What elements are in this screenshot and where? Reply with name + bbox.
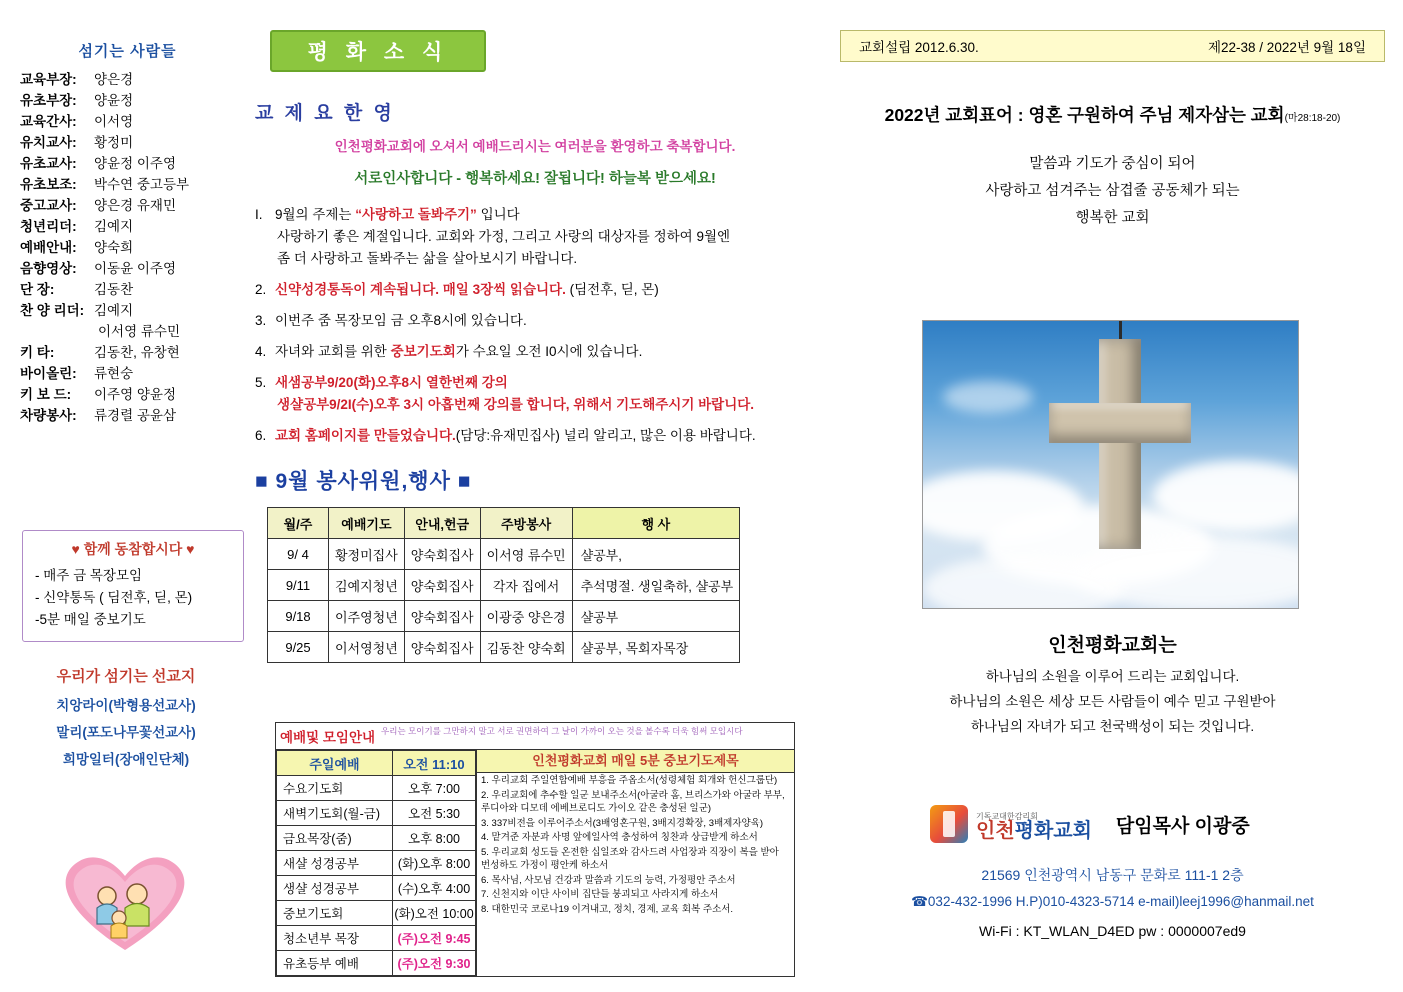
notice-text: 중보기도회 bbox=[390, 344, 456, 359]
servant-row bbox=[20, 90, 235, 111]
sched-cell: 이서영청년 bbox=[329, 632, 405, 663]
servant-name: 김동찬, 유창현 bbox=[94, 345, 180, 360]
servant-row bbox=[20, 384, 235, 405]
notice-text: (딤전후, 딛, 몬) bbox=[565, 282, 659, 297]
logo-church-name: 평화교회 bbox=[1014, 820, 1092, 842]
sched-cell: 추석명절. 생일축하, 샬공부 bbox=[572, 570, 740, 601]
wifi-info: Wi-Fi : KT_WLAN_D4ED pw : 0000007ed9 bbox=[979, 923, 1246, 939]
notice-line bbox=[255, 341, 815, 363]
september-service-title: ■ 9월 봉사위원,행사 ■ bbox=[255, 470, 472, 493]
church-logo-icon bbox=[930, 805, 968, 843]
notice-line bbox=[255, 279, 815, 301]
bulletin-banner: 평 화 소 식 bbox=[270, 30, 486, 72]
sched-header: 월/주 bbox=[268, 508, 329, 539]
mission-item: 치앙라이(박형용선교사) bbox=[56, 698, 196, 713]
servant-row bbox=[20, 132, 235, 153]
worship-name: 수요기도회 bbox=[277, 776, 393, 801]
notice-text: 입니다 bbox=[476, 207, 520, 222]
notice-line bbox=[255, 372, 815, 394]
worship-row bbox=[277, 776, 476, 801]
church-contact: ☎032-432-1996 H.P)010-4323-5714 e-mail)leej1996@hanmail.net bbox=[911, 894, 1314, 909]
prayer-title: 인천평화교회 매일 5분 중보기도제목 bbox=[477, 750, 794, 773]
servant-name: 류경렬 공윤삼 bbox=[94, 408, 176, 423]
sched-cell: 황정미집사 bbox=[329, 539, 405, 570]
join-list bbox=[29, 565, 237, 631]
prayer-item: 8. 대한민국 코로나19 이겨내고, 정치, 경제, 교육 회복 주소서. bbox=[481, 903, 734, 915]
servant-role: 교육부장: bbox=[20, 72, 77, 87]
notice-item bbox=[255, 279, 815, 301]
notice-item bbox=[255, 425, 815, 447]
worship-row bbox=[277, 951, 476, 976]
year-motto bbox=[840, 102, 1385, 127]
notice-item bbox=[255, 310, 815, 332]
notice-text: 가 수요일 오전 I0시에 있습니다. bbox=[455, 344, 643, 359]
servant-name: 김예지 bbox=[94, 219, 134, 234]
join-item: -5분 매일 중보기도 bbox=[35, 612, 146, 627]
servant-row bbox=[20, 111, 235, 132]
servant-role: 키 타: bbox=[20, 345, 55, 360]
worship-col-sunday: 주일예배 bbox=[277, 751, 393, 776]
sched-cell: 9/18 bbox=[268, 601, 329, 632]
servant-name: 황정미 bbox=[94, 135, 134, 150]
sched-cell: 9/25 bbox=[268, 632, 329, 663]
servant-row bbox=[20, 195, 235, 216]
notice-text: 좀 더 사랑하고 돌봐주는 삶을 살아보시기 바랍니다. bbox=[277, 251, 578, 266]
church-desc-line: 하나님의 소원을 이루어 드리는 교회입니다. bbox=[985, 669, 1240, 684]
servants-list bbox=[20, 69, 235, 426]
sched-cell: 이주영청년 bbox=[329, 601, 405, 632]
year-motto-text: 2022년 교회표어 : 영혼 구원하여 주님 제자삼는 교회 bbox=[884, 105, 1285, 125]
servant-row bbox=[20, 69, 235, 90]
notice-text: 자녀와 교회를 위한 bbox=[275, 344, 391, 359]
worship-time: 오후 7:00 bbox=[393, 776, 476, 801]
notice-line bbox=[255, 310, 815, 332]
sched-cell: 김동찬 양숙회 bbox=[480, 632, 572, 663]
greeting-title: 교 제 요 한 영 bbox=[255, 103, 395, 124]
notice-number: 6. bbox=[255, 428, 267, 443]
sched-cell: 김예지청년 bbox=[329, 570, 405, 601]
sched-cell: 샬공부, bbox=[572, 539, 740, 570]
greeting-exchange: 서로인사합니다 - 행복하세요! 잘됩니다! 하늘복 받으세요! bbox=[354, 171, 716, 187]
join-item: - 매주 금 목장모임 bbox=[35, 568, 143, 583]
worship-col-time: 오전 11:10 bbox=[393, 751, 476, 776]
servants-section bbox=[20, 40, 235, 426]
worship-name: 새샬 성경공부 bbox=[277, 851, 393, 876]
notice-line bbox=[255, 425, 815, 447]
table-row bbox=[268, 570, 740, 601]
notice-item bbox=[255, 372, 815, 416]
servant-name: 양은경 유재민 bbox=[94, 198, 176, 213]
notice-text: 새샘공부9/20(화)오후8시 열한번째 강의 bbox=[275, 375, 508, 390]
church-address: 21569 인천광역시 남동구 문화로 111-1 2층 bbox=[981, 867, 1244, 883]
prayer-item: 3. 337비전을 이루어주소서(3배영혼구원, 3배지경확장, 3배제자양육) bbox=[481, 817, 764, 829]
worship-row bbox=[277, 901, 476, 926]
sched-cell: 양숙회집사 bbox=[404, 539, 480, 570]
servant-role: 유초보조: bbox=[20, 177, 77, 192]
notice-number: 5. bbox=[255, 375, 267, 390]
prayer-item: 4. 맡겨준 자분과 사명 앞에일사역 충성하여 칭찬과 상급받게 하소서 bbox=[481, 832, 758, 843]
center-column bbox=[255, 30, 815, 663]
servants-title: 섬기는 사람들 bbox=[78, 43, 177, 60]
family-heart-illustration bbox=[45, 838, 205, 958]
notice-text: (담당:유재민집사) 널리 알리고, 많은 이용 바랍니다. bbox=[455, 428, 756, 443]
sched-cell: 샬공부, 목회자목장 bbox=[572, 632, 740, 663]
worship-note: 우리는 모이기를 그만하지 말고 서로 권면하여 그 날이 가까이 오는 것을 볼수록 더욱 힘써 모입시다 bbox=[381, 726, 743, 736]
church-logo-row bbox=[930, 805, 1250, 843]
prayer-item: 1. 우리교회 주일연합예배 부흥을 주옵소서(성령체험 회개와 헌신그룹단) bbox=[481, 775, 778, 786]
servant-role: 유초교사: bbox=[20, 156, 77, 171]
year-motto-ref: (마28:18-20) bbox=[1284, 113, 1341, 124]
notice-text: 생샬공부9/2I(수)오후 3시 아홉번째 강의를 합니다, 위해서 기도해주시기 바랍니다. bbox=[277, 397, 755, 412]
sched-header: 예배기도 bbox=[329, 508, 405, 539]
servant-row bbox=[20, 321, 235, 342]
motto-line: 사랑하고 섬겨주는 삼겹줄 공동체가 되는 bbox=[985, 183, 1240, 199]
servant-role: 찬 양 리더: bbox=[20, 303, 85, 318]
worship-time: 오후 8:00 bbox=[393, 826, 476, 851]
servant-row bbox=[20, 258, 235, 279]
servant-row bbox=[20, 279, 235, 300]
notice-text: 이번주 줌 목장모임 금 오후8시에 있습니다. bbox=[275, 313, 527, 328]
join-box bbox=[22, 530, 244, 642]
worship-title: 예배및 모임안내 bbox=[280, 730, 376, 745]
church-desc-line: 하나님의 자녀가 되고 천국백성이 되는 것입니다. bbox=[970, 719, 1255, 734]
mission-item: 말리(포도나무꽃선교사) bbox=[56, 725, 196, 740]
servant-role: 유치교사: bbox=[20, 135, 77, 150]
church-desc-line: 하나님의 소원은 세상 모든 사람들이 예수 믿고 구원받아 bbox=[949, 694, 1276, 709]
servant-role: 키 보 드: bbox=[20, 387, 72, 402]
church-intro-desc bbox=[840, 664, 1385, 739]
worship-time: (주)오전 9:45 bbox=[393, 926, 476, 951]
denomination-label: 기독교대한감리회 bbox=[976, 812, 1038, 821]
worship-time: (화)오후 8:00 bbox=[393, 851, 476, 876]
issue-number: 제22-38 / 2022년 9월 18일 bbox=[1207, 40, 1366, 55]
church-intro-title: 인천평화교회는 bbox=[1048, 635, 1177, 656]
worship-times-table bbox=[276, 750, 476, 976]
servant-row bbox=[20, 216, 235, 237]
notice-number: I. bbox=[255, 207, 263, 222]
servant-row bbox=[20, 153, 235, 174]
sched-cell: 양숙회집사 bbox=[404, 601, 480, 632]
right-column bbox=[840, 30, 1385, 939]
notice-text: 사랑하기 좋은 계절입니다. 교회와 가정, 그리고 사랑의 대상자를 정하여 9월엔 bbox=[277, 229, 731, 244]
sched-cell: 이광중 양은경 bbox=[480, 601, 572, 632]
servant-role: 차량봉사: bbox=[20, 408, 77, 423]
servant-role: 단 장: bbox=[20, 282, 55, 297]
header-bar bbox=[840, 30, 1385, 62]
worship-row bbox=[277, 851, 476, 876]
sched-cell: 각자 집에서 bbox=[480, 570, 572, 601]
worship-name: 중보기도회 bbox=[277, 901, 393, 926]
servant-name: 이서영 bbox=[94, 114, 134, 129]
servant-role: 예배안내: bbox=[20, 240, 77, 255]
worship-name: 청소년부 목장 bbox=[277, 926, 393, 951]
notice-line bbox=[255, 204, 815, 226]
servant-role: 청년리더: bbox=[20, 219, 77, 234]
prayer-item: 6. 목사님, 사모님 건강과 말씀과 기도의 능력, 가정평안 주소서 bbox=[481, 874, 736, 886]
servant-role: 유초부장: bbox=[20, 93, 77, 108]
worship-row bbox=[277, 926, 476, 951]
servant-name: 이서영 류수민 bbox=[98, 324, 180, 339]
servant-name: 박수연 중고등부 bbox=[94, 177, 190, 192]
motto-line: 행복한 교회 bbox=[1075, 210, 1150, 226]
notice-line bbox=[255, 248, 815, 270]
mission-title: 우리가 섬기는 선교지 bbox=[56, 668, 196, 685]
table-row bbox=[268, 632, 740, 663]
pastor-name: 담임목사 이광중 bbox=[1115, 815, 1250, 837]
servant-role: 음향영상: bbox=[20, 261, 77, 276]
worship-time: (주)오전 9:30 bbox=[393, 951, 476, 976]
sched-header: 행 사 bbox=[572, 508, 740, 539]
mission-item: 희망일터(장애인단체) bbox=[62, 752, 190, 767]
worship-schedule-box bbox=[275, 722, 795, 977]
sched-cell: 샬공부 bbox=[572, 601, 740, 632]
servant-role: 중고교사: bbox=[20, 198, 77, 213]
motto-subtext bbox=[840, 151, 1385, 232]
notice-item bbox=[255, 204, 815, 270]
sched-cell: 양숙회집사 bbox=[404, 632, 480, 663]
worship-time: 오전 5:30 bbox=[393, 801, 476, 826]
servant-name: 이주영 양윤정 bbox=[94, 387, 176, 402]
servant-row bbox=[20, 174, 235, 195]
notice-text: 교회 홈페이지를 만들었습니다. bbox=[275, 428, 456, 443]
join-title: ♥ 함께 동참합시다 ♥ bbox=[71, 541, 195, 557]
sched-cell: 양숙회집사 bbox=[404, 570, 480, 601]
servant-name: 양윤정 bbox=[94, 93, 134, 108]
worship-name: 금요목장(줌) bbox=[277, 826, 393, 851]
servant-name: 양윤정 이주영 bbox=[94, 156, 176, 171]
servant-role: 바이올린: bbox=[20, 366, 77, 381]
sched-header: 안내,헌금 bbox=[404, 508, 480, 539]
prayer-topics bbox=[476, 750, 794, 976]
notice-text: 신약성경통독이 계속됩니다. 매일 3장씩 읽습니다. bbox=[275, 282, 566, 297]
sched-header: 주방봉사 bbox=[480, 508, 572, 539]
servant-row bbox=[20, 237, 235, 258]
notice-list bbox=[255, 204, 815, 447]
worship-row bbox=[277, 826, 476, 851]
notice-number: 3. bbox=[255, 313, 267, 328]
worship-row bbox=[277, 801, 476, 826]
servant-row bbox=[20, 405, 235, 426]
sched-cell: 9/ 4 bbox=[268, 539, 329, 570]
servant-name: 류현숭 bbox=[94, 366, 134, 381]
worship-row bbox=[277, 876, 476, 901]
sched-cell: 9/11 bbox=[268, 570, 329, 601]
servant-name: 양은경 bbox=[94, 72, 134, 87]
servant-role: 교육간사: bbox=[20, 114, 77, 129]
servant-name: 양숙희 bbox=[94, 240, 134, 255]
sched-cell: 이서영 류수민 bbox=[480, 539, 572, 570]
servant-row bbox=[20, 363, 235, 384]
worship-time: (화)오전 10:00 bbox=[393, 901, 476, 926]
notice-text: 9월의 주제는 bbox=[275, 207, 356, 222]
servant-row bbox=[20, 342, 235, 363]
servant-name: 김동찬 bbox=[94, 282, 134, 297]
cross-photo bbox=[922, 320, 1299, 609]
worship-name: 생샬 성경공부 bbox=[277, 876, 393, 901]
worship-time: (수)오후 4:00 bbox=[393, 876, 476, 901]
join-item: - 신약통독 ( 딤전후, 딛, 몬) bbox=[35, 590, 193, 605]
servant-name: 이동윤 이주영 bbox=[94, 261, 176, 276]
servant-row bbox=[20, 300, 235, 321]
logo-incheon: 인천 bbox=[976, 820, 1015, 842]
prayer-item: 5. 우리교회 성도들 온전한 십일조와 감사드려 사업장과 직장이 복을 받아 번성하도 가정이 평안케 하소서 bbox=[481, 846, 779, 871]
greeting-welcome: 인천평화교회에 오셔서 예배드리시는 여러분을 환영하고 축복합니다. bbox=[334, 139, 736, 154]
notice-item bbox=[255, 341, 815, 363]
worship-name: 유초등부 예배 bbox=[277, 951, 393, 976]
prayer-item: 7. 신천지와 이단 사이비 집단들 붕괴되고 사라지게 하소서 bbox=[481, 889, 719, 900]
table-row bbox=[268, 539, 740, 570]
notice-line bbox=[255, 394, 815, 416]
servant-name: 김예지 bbox=[94, 303, 134, 318]
notice-line bbox=[255, 226, 815, 248]
table-row bbox=[268, 601, 740, 632]
founded-date: 교회설립 2012.6.30. bbox=[859, 40, 979, 55]
motto-line: 말씀과 기도가 중심이 되어 bbox=[1029, 156, 1196, 172]
prayer-item: 2. 우리교회에 추수할 일군 보내주소서(아굴라 홈, 브리스가와 아굴라 부부, 루디아와 디모데 에베브로디도 가이오 같은 충성된 일군) bbox=[481, 789, 785, 814]
notice-number: 2. bbox=[255, 282, 267, 297]
notice-text: “사랑하고 돌봐주기” bbox=[355, 207, 477, 222]
worship-name: 새벽기도회(월-금) bbox=[277, 801, 393, 826]
september-service-table bbox=[267, 507, 740, 663]
notice-number: 4. bbox=[255, 344, 267, 359]
